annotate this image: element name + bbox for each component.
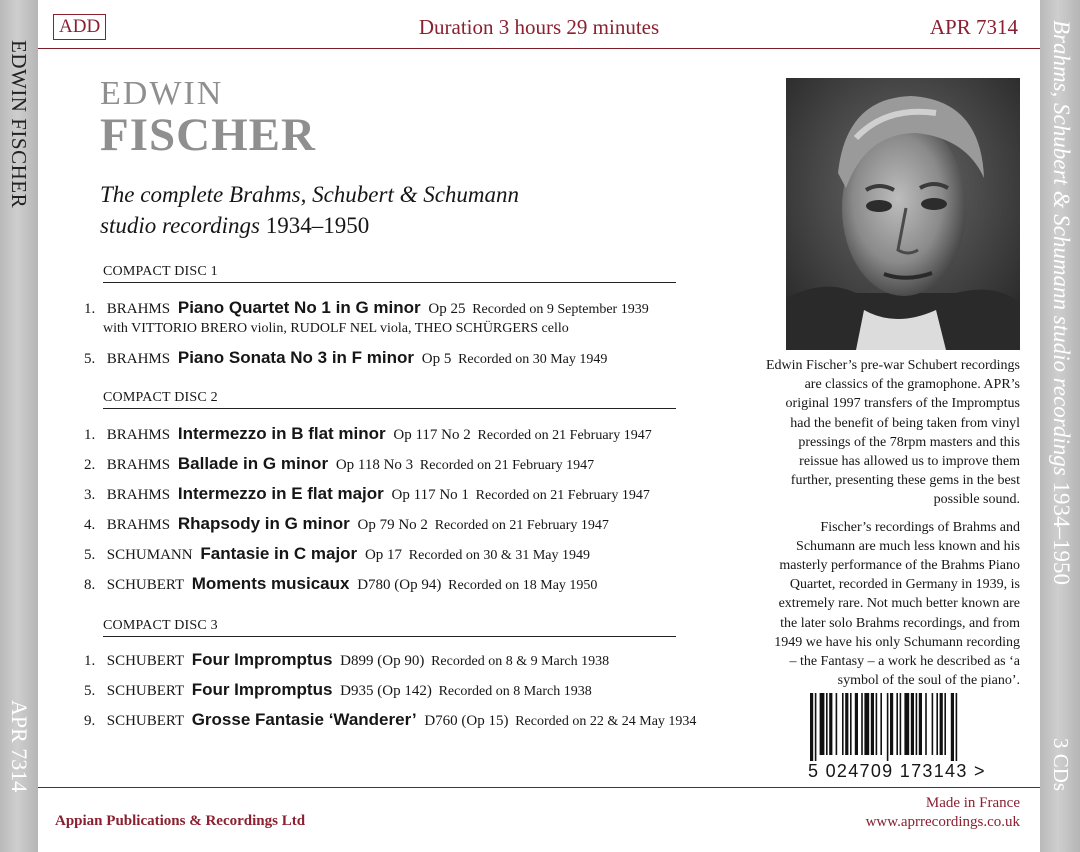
track-row (84, 574, 597, 594)
track-row (84, 680, 592, 700)
barcode-bar (842, 693, 844, 755)
top-bar (38, 0, 1040, 49)
track-row (84, 454, 594, 474)
barcode-bar (820, 693, 825, 755)
barcode-bar (829, 693, 832, 755)
track-composer: BRAHMS (106, 487, 171, 503)
artist-portrait-photo (786, 78, 1020, 350)
track-opus: D780 (Op 94) (357, 577, 442, 593)
track-number: 5. (84, 547, 96, 563)
track-number: 4. (84, 517, 96, 533)
barcode-bar (951, 693, 954, 761)
track-work: Fantasie in C major (200, 544, 358, 563)
track-composer: SCHUBERT (106, 683, 184, 699)
subtitle-line2: studio recordings (100, 213, 260, 238)
track-work: Moments musicaux (191, 574, 350, 593)
barcode-bar (900, 693, 902, 755)
track-row (84, 424, 652, 444)
artist-first-name: EDWIN (100, 75, 224, 112)
barcode-bar (815, 693, 817, 761)
website-link[interactable]: www.aprrecordings.co.uk (865, 814, 1020, 830)
track-composer: SCHUBERT (106, 577, 184, 593)
track-work: Intermezzo in E flat major (177, 484, 384, 503)
track-row (84, 650, 609, 670)
spine-artist-name: EDWIN FISCHER (7, 40, 31, 209)
barcode-bar (936, 693, 938, 755)
barcode-bar (940, 693, 943, 755)
barcode-bar (836, 693, 838, 755)
barcode-bar (864, 693, 869, 755)
add-badge: ADD (53, 14, 106, 40)
barcode-bar (956, 693, 958, 761)
track-composer: BRAHMS (106, 301, 171, 317)
disc-heading: COMPACT DISC 1 (103, 264, 676, 283)
artist-last-name: FISCHER (100, 109, 316, 161)
track-composer: BRAHMS (106, 427, 171, 443)
duration-text: Duration 3 hours 29 minutes (418, 15, 660, 39)
spine-catalog-number: APR 7314 (7, 700, 32, 793)
track-recorded: Recorded on 8 March 1938 (438, 684, 592, 699)
track-work: Intermezzo in B flat minor (177, 424, 386, 443)
track-opus: Op 25 (428, 301, 466, 317)
barcode-bar (861, 693, 863, 755)
track-opus: D935 (Op 142) (340, 683, 432, 699)
barcode-bar (887, 693, 889, 761)
footer-divider (38, 787, 1040, 788)
subtitle-years: 1934–1950 (265, 213, 370, 238)
track-recorded: Recorded on 18 May 1950 (448, 578, 598, 593)
track-composer: SCHUMANN (106, 547, 193, 563)
track-number: 5. (84, 351, 96, 367)
track-number: 1. (84, 301, 96, 317)
track-composer: BRAHMS (106, 517, 171, 533)
barcode-bar (904, 693, 909, 755)
track-recorded: Recorded on 9 September 1939 (472, 302, 649, 317)
barcode-bar (876, 693, 878, 755)
track-recorded: Recorded on 8 & 9 March 1938 (431, 654, 610, 669)
spine-years: 1934–1950 (1049, 481, 1074, 585)
publisher-name: Appian Publications & Recordings Ltd (55, 813, 306, 829)
track-row (84, 298, 649, 318)
barcode-bar (871, 693, 874, 755)
track-recorded: Recorded on 21 February 1947 (419, 458, 595, 473)
barcode-bar (896, 693, 898, 755)
spine-disc-count: 3 CDs (1049, 738, 1073, 792)
track-recorded: Recorded on 30 & 31 May 1949 (408, 548, 590, 563)
barcode-bar (845, 693, 848, 755)
barcode-bar (919, 693, 922, 755)
track-work: Four Impromptus (191, 680, 333, 699)
track-recorded: Recorded on 22 & 24 May 1934 (515, 714, 697, 729)
barcode-icon (808, 693, 1022, 761)
track-composer: BRAHMS (106, 351, 171, 367)
disc-heading: COMPACT DISC 2 (103, 390, 676, 409)
track-composer: SCHUBERT (106, 653, 184, 669)
track-work: Ballade in G minor (177, 454, 329, 473)
track-opus: D899 (Op 90) (340, 653, 425, 669)
track-row (84, 484, 650, 504)
track-opus: Op 118 No 3 (335, 457, 414, 473)
barcode-bar (826, 693, 828, 755)
track-recorded: Recorded on 21 February 1947 (434, 518, 609, 533)
barcode-bar (810, 693, 813, 761)
track-row (84, 514, 609, 534)
track-number: 1. (84, 653, 96, 669)
barcode-bar (944, 693, 946, 755)
track-performers: with VITTORIO BRERO violin, RUDOLF NEL viola, THEO SCHÜRGERS cello (103, 321, 569, 336)
barcode-bar (911, 693, 914, 755)
right-spine (1040, 0, 1080, 852)
track-work: Piano Sonata No 3 in F minor (177, 348, 414, 367)
spine-title (1048, 20, 1074, 585)
track-recorded: Recorded on 21 February 1947 (475, 488, 650, 503)
track-work: Piano Quartet No 1 in G minor (177, 298, 421, 317)
track-recorded: Recorded on 21 February 1947 (477, 428, 652, 443)
disc-heading: COMPACT DISC 3 (103, 618, 676, 637)
track-row (84, 710, 696, 730)
barcode-bar (880, 693, 882, 755)
track-number: 8. (84, 577, 96, 593)
notes-paragraph: Edwin Fischer’s pre-war Schubert recordings are classics of the gramophone. APR’s original 1997 transfers of the Impromptus had the benefit of being taken from vinyl pressings of the 78rpm masters and this reissue has allowed us to improve them further, presenting these gems in the best possible sound. (766, 358, 1021, 508)
track-opus: Op 5 (421, 351, 452, 367)
barcode-bar (916, 693, 918, 755)
track-opus: Op 117 No 1 (391, 487, 469, 503)
track-work: Four Impromptus (191, 650, 333, 669)
track-recorded: Recorded on 30 May 1949 (458, 352, 608, 367)
track-opus: Op 79 No 2 (357, 517, 428, 533)
track-row (84, 544, 590, 564)
album-subtitle (100, 179, 660, 241)
track-composer: SCHUBERT (106, 713, 184, 729)
track-number: 5. (84, 683, 96, 699)
barcode-bar (932, 693, 934, 755)
left-spine (0, 0, 38, 852)
track-number: 1. (84, 427, 96, 443)
track-number: 3. (84, 487, 96, 503)
track-work: Rhapsody in G minor (177, 514, 350, 533)
barcode-bar (850, 693, 852, 755)
track-opus: Op 117 No 2 (393, 427, 471, 443)
track-row (84, 348, 607, 368)
track-number: 2. (84, 457, 96, 473)
track-opus: D760 (Op 15) (424, 713, 509, 729)
track-composer: BRAHMS (106, 457, 171, 473)
track-number: 9. (84, 713, 96, 729)
subtitle-line1: The complete Brahms, Schubert & Schumann (100, 182, 520, 207)
made-in-label: Made in France (925, 795, 1020, 811)
track-work: Grosse Fantasie ‘Wanderer’ (191, 710, 417, 729)
barcode-digits: 5 024709 173143 > (808, 761, 986, 781)
barcode-bar (890, 693, 893, 755)
barcode-bar (855, 693, 858, 755)
spine-title-text: Brahms, Schubert & Schumann studio recordings (1049, 20, 1074, 476)
liner-notes (766, 356, 1020, 698)
catalog-number: APR 7314 (929, 15, 1018, 39)
barcode-bar (925, 693, 927, 755)
notes-paragraph: Fischer’s recordings of Brahms and Schumann are much less known and his masterly performance of the Brahms Piano Quartet, recorded in Germany in 1939, is extremely rare. Not much better known are the later solo Brahms recordings, and from 1949 we have his only Schumann recording – the Fantasy – a work he described as ‘a symbol of the soul of the piano’. (774, 519, 1020, 689)
track-opus: Op 17 (364, 547, 403, 563)
portrait-illustration (786, 78, 1020, 350)
